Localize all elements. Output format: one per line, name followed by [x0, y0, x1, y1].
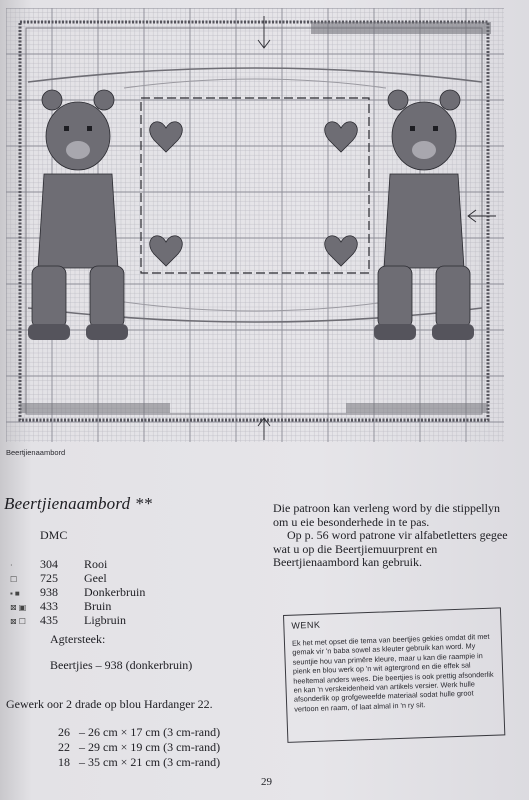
thread-row	[10, 613, 126, 627]
thread-number: 725	[40, 571, 58, 585]
right-bear-foot	[374, 324, 416, 340]
tip-title: WENK	[291, 619, 321, 631]
size-row	[58, 740, 220, 755]
thread-number: 433	[40, 599, 58, 613]
backstitch-label: Agtersteek:	[50, 632, 106, 646]
thread-row	[10, 599, 111, 613]
right-bear-eye	[410, 126, 415, 131]
right-bear-leg	[436, 266, 470, 328]
left-bear-muzzle	[66, 141, 90, 159]
left-bear-leg	[90, 266, 124, 328]
left-bear-ear	[94, 90, 114, 110]
thread-name: Ligbruin	[84, 613, 126, 627]
thread-name: Bruin	[84, 599, 112, 613]
heart	[325, 122, 358, 152]
left-bear-eye	[64, 126, 69, 131]
right-bear-body	[384, 174, 464, 268]
right-bear-head	[392, 102, 456, 170]
chart-caption: Beertjienaambord	[6, 448, 66, 457]
cross-stitch-chart	[6, 8, 504, 442]
frame-band	[311, 22, 491, 34]
right-bear-foot	[432, 324, 474, 340]
thread-row	[10, 571, 107, 585]
finished-size: – 26 cm × 17 cm (3 cm-rand)	[79, 725, 221, 739]
left-bear-body	[38, 174, 118, 268]
thread-symbol: ·	[10, 561, 13, 570]
fabric-note: Gewerk oor 2 drade op blou Hardanger 22.	[6, 697, 213, 711]
heart	[150, 122, 183, 152]
thread-name: Rooi	[84, 557, 108, 571]
left-bear-ear	[42, 90, 62, 110]
thread-row	[10, 557, 107, 571]
backstitch-value: Beertjies – 938 (donkerbruin)	[50, 658, 193, 672]
thread-symbol: ▪ ■	[10, 589, 20, 598]
instructions-paragraph: Op p. 56 word patrone vir alfabetletters gegee wat u op die Beertjiemuurprent en Beertjienaambord kan gebruik.	[273, 528, 508, 569]
heart	[150, 236, 183, 266]
chart-svg	[6, 8, 504, 442]
arch-line	[124, 302, 386, 311]
fabric-count: 22	[58, 740, 70, 754]
heart	[325, 236, 358, 266]
size-row	[58, 725, 220, 740]
right-bear-ear	[440, 90, 460, 110]
thread-number: 435	[40, 613, 58, 627]
thread-symbol: ⊠ ▣	[10, 603, 27, 612]
arch-line	[124, 79, 386, 88]
thread-row	[10, 585, 145, 599]
right-bear-ear	[388, 90, 408, 110]
thread-name: Donkerbruin	[84, 585, 146, 599]
thread-name: Geel	[84, 571, 107, 585]
instructions-text	[273, 502, 509, 570]
frame-band	[346, 403, 488, 413]
left-bear-foot	[86, 324, 128, 340]
pattern-title: Beertjienaambord **	[4, 494, 153, 513]
arch-line	[28, 68, 482, 82]
thread-number: 304	[40, 557, 58, 571]
right-bear-leg	[378, 266, 412, 328]
frame-band	[20, 403, 170, 413]
finished-size: – 29 cm × 19 cm (3 cm-rand)	[79, 740, 221, 754]
finished-size: – 35 cm × 21 cm (3 cm-rand)	[79, 755, 221, 769]
left-bear-foot	[28, 324, 70, 340]
dmc-label: DMC	[40, 528, 68, 542]
left-bear-head	[46, 102, 110, 170]
size-row	[58, 755, 220, 770]
fabric-count: 26	[58, 725, 70, 739]
fabric-count: 18	[58, 755, 70, 769]
thread-symbol: ☐	[10, 575, 18, 584]
left-bear-leg	[32, 266, 66, 328]
tip-body: Ek het met opset die tema van beertjies gekies omdat dit met gemak vir 'n baba sowel as kleuter gebruik kan word. My seuntjie hou van primêre kleure, maar u kan die raampie in pienk en blou werk op 'n wit agtergrond en die effek sal heeltemal anders wees. Die beertjies is ook prettig afsonderlik en kan 'n verskeidenheid van artikels versier. Werk hulle afsonderlik op grofgeweefde materiaal sodat hulle groot vertoon en raam, of laat almal in 'n ry sit.	[291, 631, 494, 714]
tip-box	[283, 607, 505, 743]
thread-number: 938	[40, 585, 58, 599]
right-bear-muzzle	[412, 141, 436, 159]
thread-symbol: ⊠ ☐	[10, 617, 26, 626]
right-bear-eye	[433, 126, 438, 131]
page-number: 29	[261, 776, 272, 788]
instructions-paragraph: Die patroon kan verleng word by die stippellyn om u eie besonderhede in te pas.	[273, 501, 500, 529]
left-bear-eye	[87, 126, 92, 131]
